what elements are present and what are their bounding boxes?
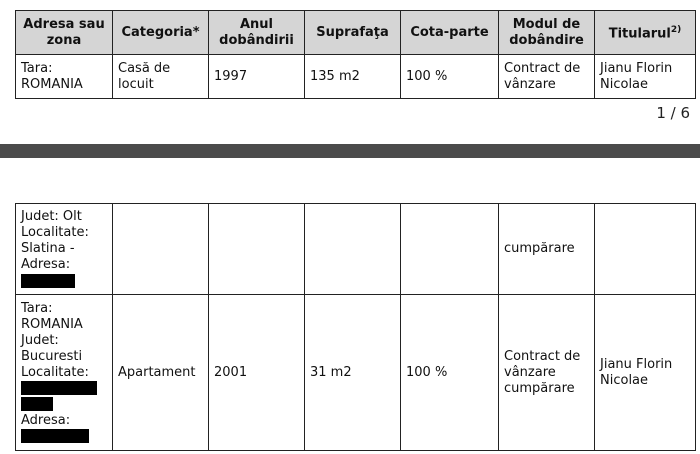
redaction-block bbox=[21, 429, 89, 443]
cell-anul: 1997 bbox=[209, 55, 305, 99]
cell-cota bbox=[401, 204, 499, 295]
table-row bbox=[16, 55, 696, 99]
page-indicator: 1 / 6 bbox=[656, 104, 690, 122]
property-table-page2 bbox=[15, 203, 696, 451]
cell-adresa: Tara: ROMANIA bbox=[16, 55, 113, 99]
cell-modul: Contract de vânzare bbox=[499, 55, 595, 99]
cell-adresa: Judet: Olt Localitate: Slatina - Adresa: bbox=[16, 204, 113, 295]
header-adresa: Adresa sau zona bbox=[16, 11, 113, 55]
table-row bbox=[16, 204, 696, 295]
page-top-margin bbox=[0, 158, 700, 203]
header-suprafata: Suprafaţa bbox=[305, 11, 401, 55]
cell-suprafata: 135 m2 bbox=[305, 55, 401, 99]
cell-suprafata: 31 m2 bbox=[305, 295, 401, 451]
redaction-block bbox=[21, 381, 97, 395]
cell-titular bbox=[595, 204, 696, 295]
cell-cota: 100 % bbox=[401, 55, 499, 99]
header-anul: Anul dobândirii bbox=[209, 11, 305, 55]
cell-anul bbox=[209, 204, 305, 295]
header-cota: Cota-parte bbox=[401, 11, 499, 55]
cell-titular: Jianu Florin Nicolae bbox=[595, 55, 696, 99]
table-row bbox=[16, 295, 696, 451]
cell-anul: 2001 bbox=[209, 295, 305, 451]
cell-categoria: Apartament bbox=[113, 295, 209, 451]
page-separator bbox=[0, 144, 700, 158]
redaction-block bbox=[21, 274, 75, 288]
header-categoria: Categoria* bbox=[113, 11, 209, 55]
cell-adresa: Tara: ROMANIA Judet: Bucuresti Localitate: Adresa: bbox=[16, 295, 113, 451]
cell-modul: cumpărare bbox=[499, 204, 595, 295]
cell-titular: Jianu Florin Nicolae bbox=[595, 295, 696, 451]
redaction-block bbox=[21, 397, 53, 411]
cell-modul: Contract de vânzare cumpărare bbox=[499, 295, 595, 451]
cell-cota: 100 % bbox=[401, 295, 499, 451]
cell-categoria bbox=[113, 204, 209, 295]
property-table-page1 bbox=[15, 10, 696, 99]
table-header-row bbox=[16, 11, 696, 55]
cell-suprafata bbox=[305, 204, 401, 295]
cell-categoria: Casă de locuit bbox=[113, 55, 209, 99]
header-modul: Modul de dobândire bbox=[499, 11, 595, 55]
header-titular: Titularul$^{2)}$ bbox=[595, 11, 696, 55]
